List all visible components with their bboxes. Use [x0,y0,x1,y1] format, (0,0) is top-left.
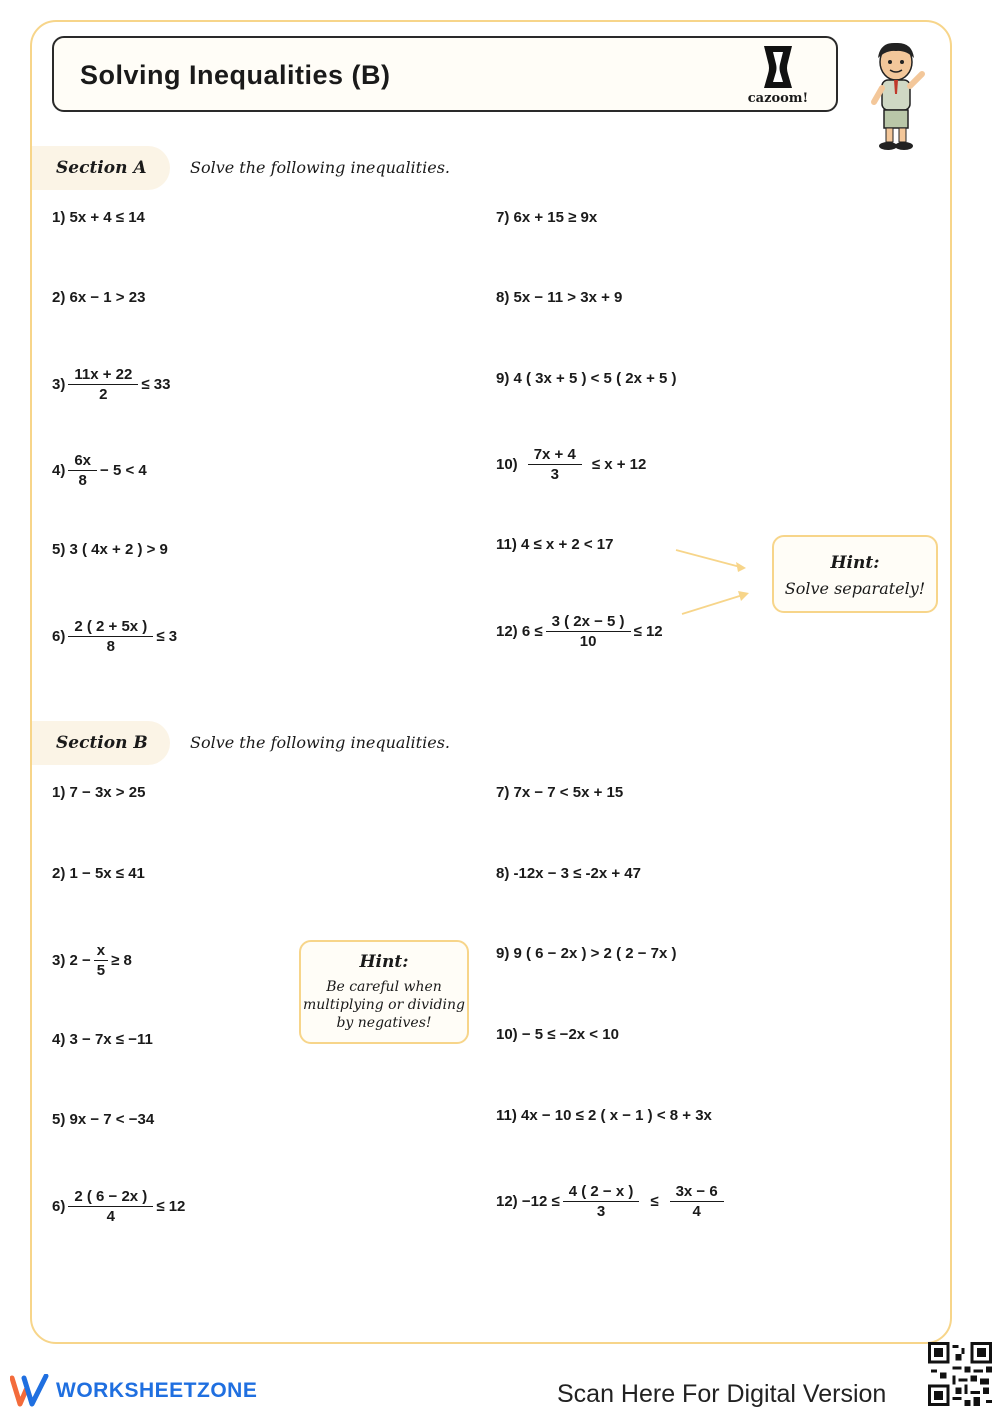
section-b-instruction: Solve the following inequalities. [190,733,450,752]
section-b-q5: 5) 9x − 7 < −34 [52,1111,155,1128]
section-b-q1: 1) 7 − 3x > 25 [52,784,146,801]
hint-box-a [772,535,938,613]
denominator: 4 [106,1208,115,1225]
fraction [68,366,138,403]
section-b-q7: 7) 7x − 7 < 5x + 15 [496,784,624,801]
q-prefix: 4) [52,462,66,479]
q-suffix: ≤ 12 [156,1198,186,1215]
section-a-q2: 2) 6x − 1 > 23 [52,289,146,306]
denominator: 8 [78,472,87,489]
brand-text: WORKSHEETZONE [56,1379,258,1402]
page-frame [30,20,952,1344]
q-prefix: 3) 2 − [52,952,91,969]
hint-title: Hint: [359,952,409,972]
section-a-q5: 5) 3 ( 4x + 2 ) > 9 [52,541,168,558]
denominator: 3 [550,466,559,483]
denominator: 4 [692,1203,701,1220]
q-prefix: 12) 6 ≤ [496,623,543,640]
q-suffix: − 5 < 4 [100,462,147,479]
fraction [546,613,631,650]
fraction [94,942,108,979]
vase-icon [742,44,814,90]
cazoom-logo [742,44,814,106]
numerator: 7x + 4 [528,446,582,465]
section-a-q7: 7) 6x + 15 ≥ 9x [496,209,598,226]
logo-text: cazoom! [747,91,809,106]
hint-body-line-3: by negatives! [336,1015,432,1031]
denominator: 10 [579,633,597,650]
qr-code-icon[interactable] [928,1342,992,1406]
hint-body-line-2: multiplying or dividing [303,997,465,1013]
section-a-q4 [52,452,147,489]
fraction [563,1183,640,1220]
scan-text: Scan Here For Digital Version [557,1380,887,1408]
section-b-q11: 11) 4x − 10 ≤ 2 ( x − 1 ) < 8 + 3x [496,1107,712,1124]
section-a-tab [32,146,170,190]
section-b-q2: 2) 1 − 5x ≤ 41 [52,865,145,882]
section-b-q3 [52,942,132,979]
denominator: 5 [96,962,106,979]
q-middle: ≤ [650,1193,659,1210]
fraction [528,446,582,483]
hint-body-line-1: Be careful when [326,979,442,995]
denominator: 2 [99,386,108,403]
numerator: 11x + 22 [68,366,138,385]
section-a-label: Section A [56,158,147,178]
hint-title: Hint: [830,553,880,573]
section-b-label: Section B [56,733,148,753]
section-a-q10 [496,446,646,483]
numerator: x [94,942,108,961]
section-a-q8: 8) 5x − 11 > 3x + 9 [496,289,623,306]
section-a-q12 [496,613,663,650]
q-suffix: ≤ 3 [156,628,178,645]
worksheetzone-logo-icon [10,1374,50,1408]
section-b-q4: 4) 3 − 7x ≤ −11 [52,1031,153,1048]
section-b-q6 [52,1188,185,1225]
q-suffix: ≤ x + 12 [591,456,647,473]
section-b-q8: 8) -12x − 3 ≤ -2x + 47 [496,865,641,882]
page-title: Solving Inequalities (B) [80,60,391,90]
denominator: 3 [596,1203,606,1220]
fraction [68,452,97,489]
worksheetzone-brand [10,1374,257,1408]
section-b-q10: 10) − 5 ≤ −2x < 10 [496,1026,619,1043]
section-a-q1: 1) 5x + 4 ≤ 14 [52,209,145,226]
q-prefix: 6) [52,1198,66,1215]
q-prefix: 10) [496,456,518,473]
numerator: 4 ( 2 − x ) [563,1183,640,1202]
hint-body: Solve separately! [784,579,926,598]
section-a-instruction: Solve the following inequalities. [190,158,450,177]
hint-arrows-icon [670,540,760,620]
section-b-tab [32,721,170,765]
q-suffix: ≥ 8 [111,952,132,969]
section-b-q9: 9) 9 ( 6 − 2x ) > 2 ( 2 − 7x ) [496,945,677,962]
numerator: 6x [68,452,97,471]
section-a-q9: 9) 4 ( 3x + 5 ) < 5 ( 2x + 5 ) [496,370,677,387]
numerator: 2 ( 2 + 5x ) [68,618,153,637]
section-b-q12 [496,1183,727,1220]
q-suffix: ≤ 33 [141,376,171,393]
title-box [52,36,838,112]
fraction [68,1188,153,1225]
denominator: 8 [106,638,115,655]
mascot-boy-icon [860,38,930,152]
numerator: 3x − 6 [670,1183,724,1202]
numerator: 2 ( 6 − 2x ) [68,1188,153,1207]
numerator: 3 ( 2x − 5 ) [546,613,631,632]
section-a-q11: 11) 4 ≤ x + 2 < 17 [496,536,614,553]
q-suffix: ≤ 12 [633,623,663,640]
q-prefix: 6) [52,628,66,645]
fraction [68,618,153,655]
section-a-q3 [52,366,170,403]
q-prefix: 3) [52,376,66,393]
hint-box-b [299,940,469,1044]
fraction-2 [670,1183,724,1220]
q-prefix: 12) −12 ≤ [496,1193,560,1210]
section-a-q6 [52,618,177,655]
